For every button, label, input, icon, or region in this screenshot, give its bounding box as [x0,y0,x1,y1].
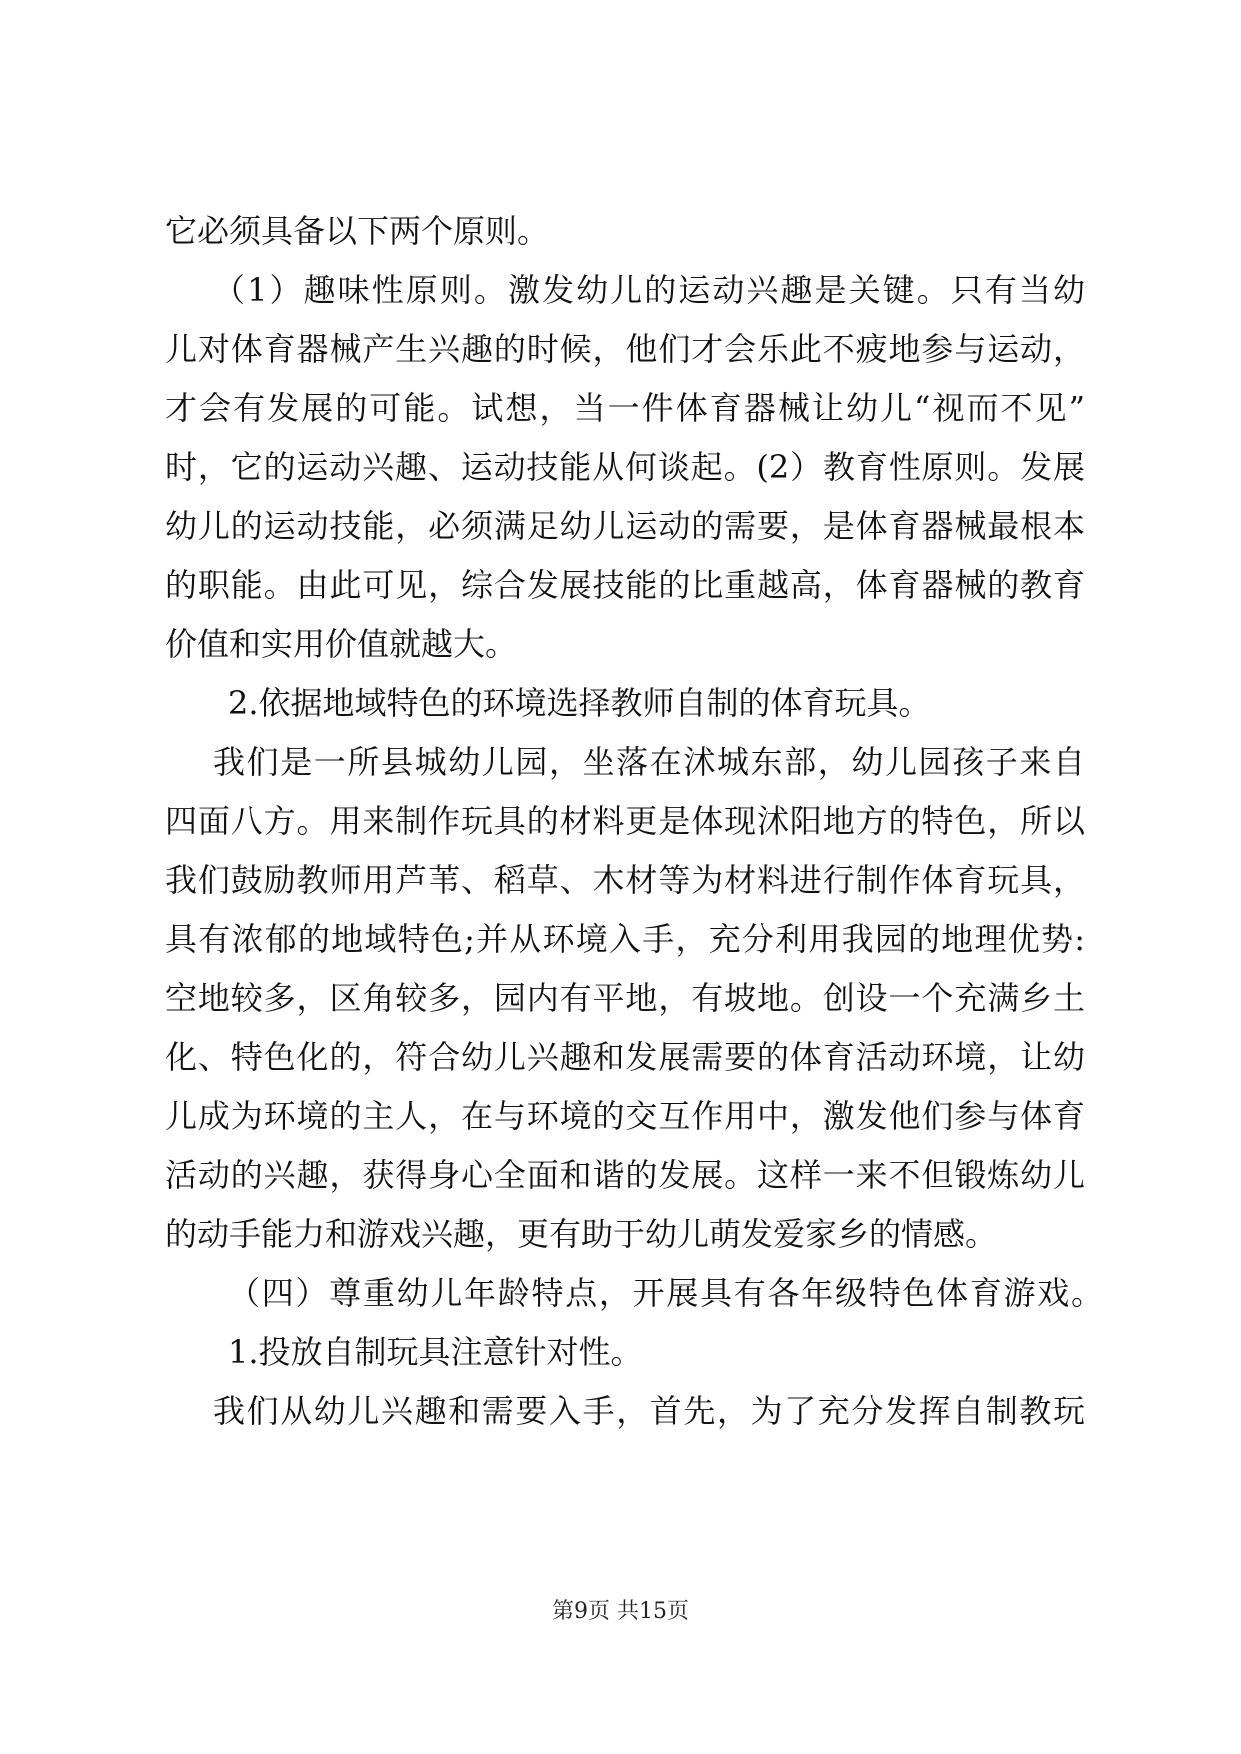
body-line-21: 我们从幼儿兴趣和需要入手，首先，为了充分发挥自制教玩 [213,1392,1085,1430]
section-heading-4: （四）尊重幼儿年龄特点，开展具有各年级特色体育游戏。 [228,1274,1103,1312]
body-line-7: 的职能。由此可见，综合发展技能的比重越高，体育器械的教育 [165,566,1085,604]
body-line-11: 四面八方。用来制作玩具的材料更是体现沭阳地方的特色，所以 [165,802,1085,840]
body-line-16: 儿成为环境的主人，在与环境的交互作用中，激发他们参与体育 [165,1097,1085,1135]
body-line-14: 空地较多，区角较多，园内有平地，有坡地。创设一个充满乡土 [165,979,1085,1017]
body-line-13: 具有浓郁的地域特色;并从环境入手，充分利用我园的地理优势: [165,920,1085,958]
body-line-15: 化、特色化的，符合幼儿兴趣和发展需要的体育活动环境，让幼 [165,1038,1085,1076]
body-line-6: 幼儿的运动技能，必须满足幼儿运动的需要，是体育器械最根本 [165,507,1085,545]
body-line-8: 价值和实用价值就越大。 [165,625,518,663]
body-line-17: 活动的兴趣，获得身心全面和谐的发展。这样一来不但锻炼幼儿 [165,1156,1085,1194]
subsection-heading-1: 1.投放自制玩具注意针对性。 [228,1333,643,1371]
body-line-4: 才会有发展的可能。试想，当一件体育器械让幼儿“视而不见” [165,389,1085,427]
body-line-18: 的动手能力和游戏兴趣，更有助于幼儿萌发爱家乡的情感。 [165,1215,998,1253]
body-line-5: 时，它的运动兴趣、运动技能从何谈起。(2）教育性原则。发展 [165,448,1085,486]
body-line-10: 我们是一所县城幼儿园，坐落在沭城东部，幼儿园孩子来自 [213,743,1085,781]
body-line-3: 儿对体育器械产生兴趣的时候，他们才会乐此不疲地参与运动， [165,330,1085,368]
section-heading-2: 2.依据地域特色的环境选择教师自制的体育玩具。 [228,684,931,722]
body-line-12: 我们鼓励教师用芦苇、稻草、木材等为材料进行制作体育玩具， [165,861,1085,899]
page-footer: 第9页 共15页 [552,1599,689,1624]
body-line-2: （1）趣味性原则。激发幼儿的运动兴趣是关键。只有当幼 [213,271,1085,309]
body-line-1: 它必须具备以下两个原则。 [165,212,550,250]
